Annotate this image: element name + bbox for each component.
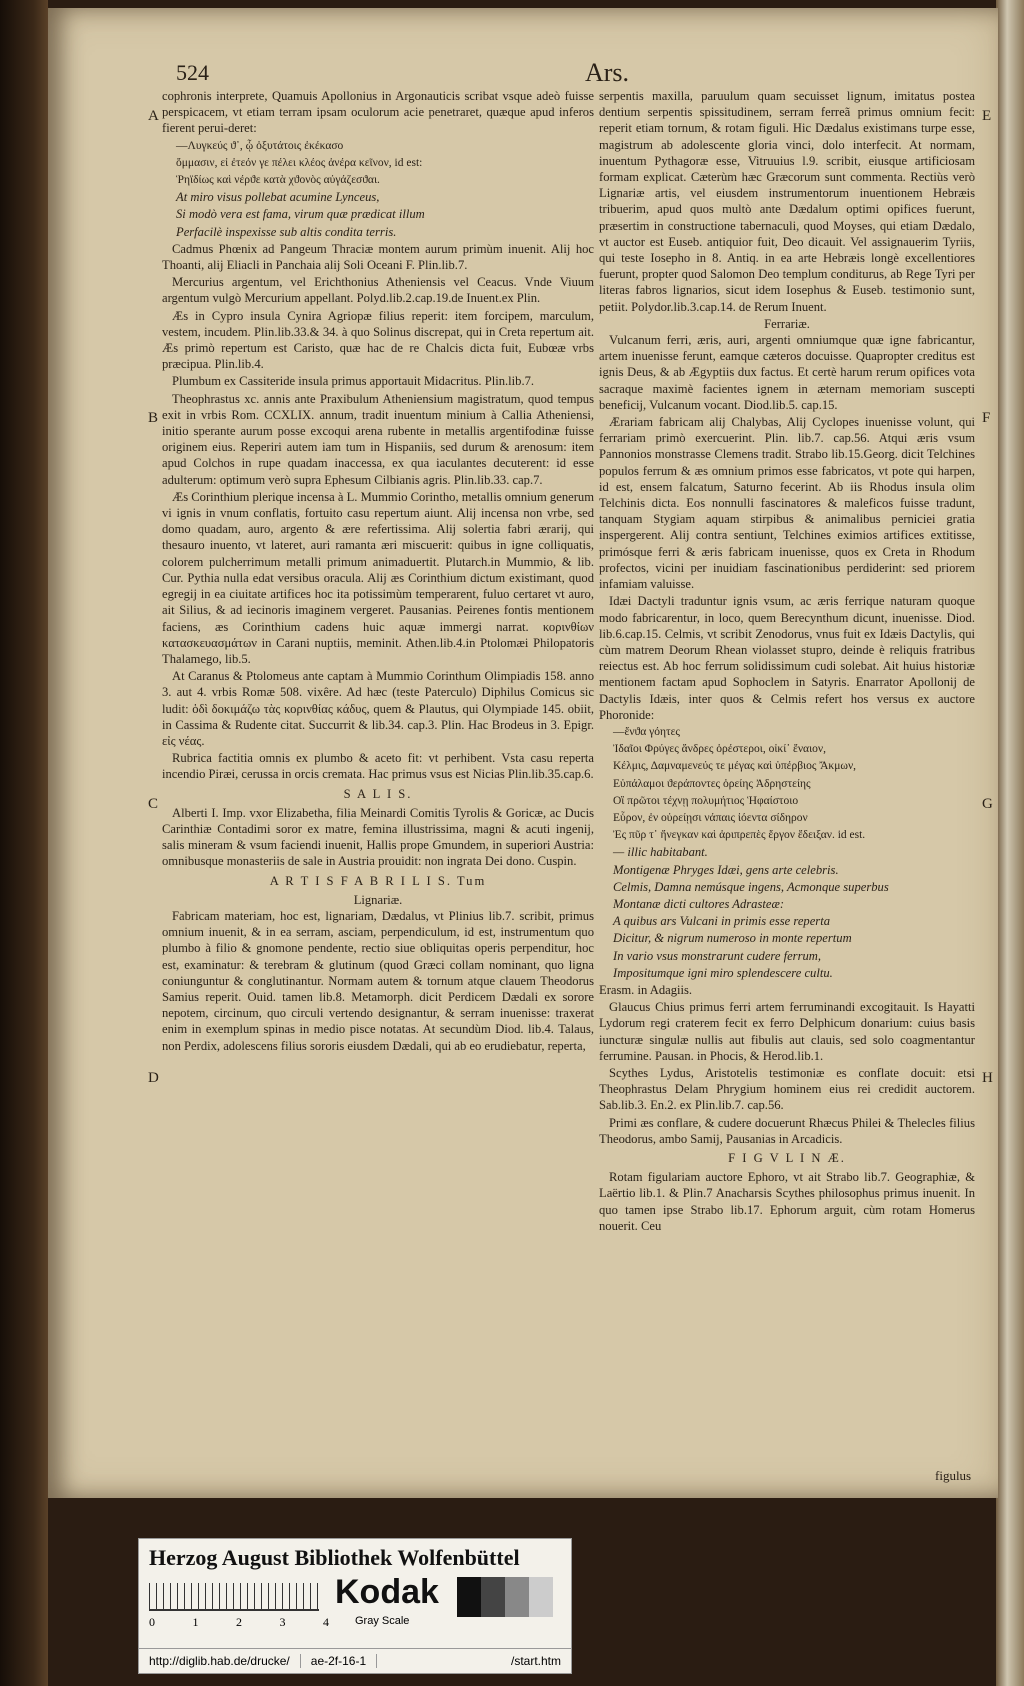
paragraph: Primi æs conflare, & cudere docuerunt Rhæcus Philei & Thelecles filius Theodorus, ambo Samij, Pausanias in Arcadicis. [599,1115,975,1146]
book-spine [0,0,48,1686]
gray-patch [505,1577,529,1617]
scale-number: 3 [279,1615,286,1629]
paragraph: Alberti I. Imp. vxor Elizabetha, filia Meinardi Comitis Tyrolis & Goricæ, ac Ducis Carinthiæ Contadimi soror ex matre, femina illustrissima, magni & acuti ingenij, salis mineram & vsum faciendi inuenit, Hallis prope Gmundem, in superiori Austria: omnibusque monasteriis de sale in Austria prouidit: non ingrata Dei dono. Cuspin. [162,805,594,869]
latin-verse-line: Impositumque igni miro splendescere cultu. [613,965,833,980]
latin-verse-line: At miro visus pollebat acumine Lynceus, [176,190,380,205]
subsection-heading: Ferrariæ. [764,316,810,331]
latin-verse-line: Montanæ dicti cultores Adrasteæ: [613,896,785,911]
latin-verse-line: Dicitur, & nigrum numeroso in monte repertum [613,931,852,946]
book-page [48,8,998,1498]
kodak-logo: Kodak [335,1573,439,1611]
running-head: Ars. [585,58,630,87]
margin-mark-f: F [982,410,991,426]
paragraph: Erasm. in Adagiis. [599,982,693,997]
paragraph: Æs Corinthium plerique incensa à L. Mummio Corintho, metallis omnium generum vi ignis in vnum conflatis, fortuito casu repertum aiunt. Alij incensa non vrbe, sed domo quadam, auro, argento & ære refertissima. Alij solertia fabri ærarij, qui thesauro inuento, vt lateret, auri ramanta æri miscuerit: quibus in igne colliquatis, colorem pulcherrimum metalli primum animaduertit. Plutarch.in Mummio, & lib. Cur. Pythia nulla edat versibus oracula. Alij æs Corinthium dictum existimant, quod egregij in ea ciuitate artifices hoc ita potissimùm temperarent, fuluo certaret vt auro, ait Silius, & ad iecinoris imaginem vergeret. Pausanias. Peirenes fontis mentionem faciens, æs Corinthium cadens huic aquæ immergi narrat. κορινθίων κατασκευασμάτων in Carani nuptiis, meminit. Athen.lib.4.in Ptolomæi Philopatoris Thalamego, lib.5. [162,489,594,666]
margin-mark-a: A [148,108,159,124]
latin-verse-line: Celmis, Damna nemúsque ingens, Acmonque superbus [613,879,889,894]
latin-verse-line: Si modò vera est fama, virum quæ prædicat illum [176,207,425,222]
digilib-url: http://diglib.hab.de/drucke/ [139,1654,301,1668]
catchword: figulus [935,1468,972,1483]
paragraph: Theophrastus xc. annis ante Praxibulum Atheniensium magistratum, quod tempus exit in vrbis Rom. CCXLIX. annum, tradit inuentum minium à Callia Atheniensi, initio sperante aurum posse excoqui arena rubente in metallis argentifodinæ fuisse originem eius. Reperiri autem iam tum in Hispaniis, sed durum & arenosum: item apud Colchos in rupe quadam inaccessa, ex qua iaculantes decuterent: id esse adulterum: optimum verò supra Ephesum Cilbianis agris. Plin.lib.33. cap.7. [162,391,594,487]
start-path: /start.htm [510,1654,561,1668]
paragraph: Plumbum ex Cassiteride insula primus apportauit Midacritus. Plin.lib.7. [172,374,535,389]
latin-verse-line: A quibus ars Vulcani in primis esse reperta [613,914,831,929]
paragraph: Ærariam fabricam alij Chalybas, Alij Cyclopes inuenisse volunt, qui ferrariam primò exercuerint. Plin. lib.7. cap.56. Atqui æris vsum Pannonios monstrasse Clemens tradit. Strabo lib.15.Georg. dicit Telchines populos ferrum & æs omnium primos esse fabricatos, vt pote qui harpen, id est, ensem falcatum, Saturno fecerint. Ab iis Rhodus insula olim Telchinis dicta. Eos nonnulli fascinatores & maleficos fuisse tradunt, tanquam Stygiam aquam stirpibus & animalibus perniciei gratia inspergerent. Alij contra sentiunt, Telchines eximios artifices extitisse, primósque ferri & æris fabricam inuenisse, quos ex Creta in Rhodum profectos, vicini per inuidiam fascinationibus perdiderint: sed priorem infamiam valuisse. [599,415,975,592]
library-name: Herzog August Bibliothek Wolfenbüttel [149,1545,520,1570]
paragraph: Cadmus Phœnix ad Pangeum Thraciæ montem aurum primùm inuenit. Alij hoc Thoanti, alij Eliacli in Panchaia alij Soli Oceani F. Plin.lib.7. [162,241,594,273]
margin-mark-g: G [982,796,993,812]
latin-verse-line: Montigenæ Phryges Idæi, gens arte celebris. [613,862,839,877]
digitization-target [138,1538,572,1674]
gray-patch [457,1577,481,1617]
greek-verse-line: Κέλμις, Δαμναμενεύς τε μέγας καὶ ὑπέρβιος Ἄκμων, [613,760,857,773]
right-column [599,88,975,1235]
target-info-bar [139,1648,571,1673]
greek-verse-line: Εὐπάλαμοι ϑεράποντες ὀρείης Ἀδρηστείης [613,777,811,790]
greek-verse-line: Εὗρον, ἐν οὐρείῃσι νάπαις ἰόεντα σίδηρον [613,811,808,824]
scale-number: 2 [236,1615,242,1629]
scale-number: 1 [192,1615,199,1629]
latin-verse-line: — illic habitabant. [613,845,708,860]
latin-verse-line: In vario vsus monstrarunt cudere ferrum, [613,948,822,963]
gray-patch [481,1577,505,1617]
latin-verse-line: Perfacilè inspexisse sub altis condita terris. [176,224,397,239]
margin-mark-c: C [148,796,159,812]
paragraph: Rubrica factitia omnis ex plumbo & aceto fit: vt perhibent. Vsta casu reperta incendio Piræi, cerussa in orcis cremata. Hac primus vsus est Nicias Plin.lib.35.cap.6. [162,751,594,782]
scale-number: 0 [149,1615,155,1629]
left-column [162,88,594,1055]
section-heading: F I G V L I N Æ. [728,1151,846,1165]
scale-numbers [149,1615,329,1630]
section-heading: A R T I S F A B R I L I S. Tum [269,873,487,888]
paragraph: Æs in Cypro insula Cynira Agriopæ filius reperit: item forcipem, marculum, vestem, incudem. Plin.lib.33.& 34. à quo Solinus discrepat, qui in Creta repertum ait. Æs primò repertum est Caristo, quæ hac de re Chalcis dicta fuit, Eubœæ vrbs præcipua. Plin.lib.4. [162,308,594,372]
page-number: 524 [176,60,209,85]
greek-verse-line: Οἳ πρῶτοι τέχνῃ πολυμήτιος Ἡφαίστοιο [613,794,799,807]
paragraph: Mercurius argentum, vel Erichthonius Atheniensis vel Ceacus. Vnde Viuum argentum vulgò Mercurium appellant. Polyd.lib.2.cap.19.de Inuent.ex Plin. [162,275,594,306]
margin-mark-d: D [148,1070,159,1086]
margin-mark-b: B [148,410,159,426]
paragraph: Fabricam materiam, hoc est, lignariam, Dædalus, vt Plinius lib.7. scribit, primus omnium inuenit, & in ea serram, asciam, perpendiculum, id est, instrumentum quo plumbo à filio & gnomone pendente, rectio siue obliquitas operis perpenditur, hoc est, examinatur: & terebram & glutinum (quod Græci collam nominant, quo ligna coniunguntur & conglutinantur. Normam autem & tornum atque clauem Theodorus Samius reperit. Ouid. tamen lib.8. Metamorph. dicit Perdicem Dædali ex sorore nepotem, circinum, quo circuli vertendo designantur, & serram inuenisse: traxerat enim in exemplum spinas in medio pisce notatas. At secundùm Diod. lib.4. Talaus, non Perdix, adolescens filius sororis eiusdem Dædali, qui ab eo erudiebatur, reperta, [162,908,594,1053]
gray-patch [529,1577,553,1617]
gray-patches [457,1577,553,1617]
greek-verse-line: Ἰδαῖοι Φρύγες ἄνδρες ὀρέστεροι, οἰκί᾽ ἔναιον, [613,743,826,756]
page-edges [996,0,1024,1686]
paragraph: Scythes Lydus, Aristotelis testimoniæ es conflate docuit: etsi Theophrastus Delam Phrygium hominem eius rei credidit auctorem. Sab.lib.3. En.2. ex Plin.lib.7. cap.56. [599,1065,975,1113]
greek-verse-line: Ἐς πῦρ τ᾽ ἤνεγκαν καὶ ἀριπρεπὲς ἔργον ἔδειξαν. id est. [613,829,866,842]
paragraph: Glaucus Chius primus ferri artem ferruminandi excogitauit. Is Hayatti Lydorum regi craterem fecit ex ferro Delphicum donarium: cuius basis iuncturæ singulæ nullis aut fibulis aut clauis, sed solo coagmentantur ferrumine. Pausan. in Phocis, & Herod.lib.1. [599,1000,975,1063]
subsection-heading: Lignariæ. [353,892,403,907]
gray-scale-label: Gray Scale [355,1615,410,1627]
shelfmark: ae-2f-16-1 [301,1654,377,1668]
greek-verse-line: ὄμμασιν, εἰ ἐτεόν γε πέλει κλέος ἀνέρα κεῖνον, id est: [176,156,423,169]
paragraph: Vulcanum ferri, æris, auri, argenti omniumque quæ igne fabricantur, artem inuenisse ferunt, eamque cæteros docuisse. Quapropter creditus est ignis Deus, & ab Ægyptiis dux factus. Et certè harum rerum opifices vota sacraque maximè facientes ignem in æternam memoriam suscepti beneficij, Vulcanum vocant. Diod.lib.5. cap.15. [599,333,975,412]
paragraph: serpentis maxilla, paruulum quam secuisset lignum, imitatus postea dentium serpentis spissitudinem, serram ferreã primus omnium fecit: reperit etiam tornum, & rotam figuli. Hic Dædalus existimans turpe esse, magistrum ab adolescente gloria vinci, dolo interfecit. At normam, inuentum Pythagoræ esse, Vitruuius l.9. scribit, eiusque artificiosam formam explicat. Cæterùm hæc Græcorum sunt commenta. Rectiùs verò Lignariæ artis, vel eiusdem instrumentorum inuentionem Hebræis tribuerim, apud quos multò ante Dædalum optimi opifices fuerunt, præsertim in constructione tabernaculi, quod Moyses, qui etiam Dædalo, vt auctor est Euseb. antiquior fuit, Deo dicauit. Vel assignauerim Tyriis, qui teste Iosepho in 8. Antiq. in ea arte Hebræis longè excellentiores fuerunt, propter quod Salomon Deo templum conditurus, ab Rege Tyri per literas fabros lignarios, sicut idem Iosephus & Euseb. testimonio sunt, petiit. Polydor.lib.3.cap.14. de Rerum Inuent. [599,89,975,314]
paragraph: cophronis interprete, Quamuis Apollonius in Argonauticis scribat vsque adeò fuisse perspicacem, vt etiam terram ipsam oculorum acie penetraret, quæque apud inferos fierent perui-deret: [162,89,594,136]
paragraph: Idæi Dactyli traduntur ignis vsum, ac æris ferrique naturam quoque modo fabricarentur, in loco, quem Berecynthum dicunt, inuenisse. Diod. lib.6.cap.15. Celmis, vt scribit Zenodorus, vnus fuit ex Idæis Dactylis, qui cùm matrem Deorum Rhean violasset stupro, deinde è reliquis fratribus reiectus est. Ab hoc ferrum solidissimum cudi solebat. Ait huius historiæ mentionem factam apud Sophoclem in Satyris. Enarrator Apollonij de Dactylis Idæis, inter quos & Celmis refert hos versus ex auctore Phoronide: [599,594,975,722]
greek-verse-line: —ἔνϑα γόητες [613,725,680,738]
margin-mark-e: E [982,108,992,124]
greek-verse-line: Ῥηϊδίως καὶ νέρϑε κατὰ χϑονὸς αὐγάζεσϑαι. [176,174,380,187]
paragraph: Rotam figulariam auctore Ephoro, vt ait Strabo lib.7. Geographiæ, & Laërtio lib.1. & Plin.7 Anacharsis Scythes philosophus primus inuenit. In quo tamen ipse Strabo lib.17. Ephorum arguit, cùm rotam Homerus nouerit. Ceu [599,1170,975,1233]
margin-mark-h: H [982,1070,993,1086]
greek-verse-line: —Λυγκεύς ϑ᾽, ᾧ ὀξυτάτοις ἐκέκασο [176,139,344,152]
section-heading: S A L I S. [343,786,413,801]
measurement-scale [149,1583,319,1611]
scale-number: 4 [323,1615,329,1629]
paragraph: At Caranus & Ptolomeus ante captam à Mummio Corinthum Olimpiadis 158. anno 3. aut 4. vrbis Romæ 508. vixêre. Ad hæc (teste Paterculo) Diphilus Comicus sic ludit: ὁδὶ δοκιμάζω τὰς κορινθίας κάδυς, quem & Plautus, qui Olympiade 145. obiit, in Cassima & Rudente citat. Succurrit & lib.34. cap.3. Plin. Hac Brodeus in 3. Epigr. εἰς νέας. [162,669,594,748]
